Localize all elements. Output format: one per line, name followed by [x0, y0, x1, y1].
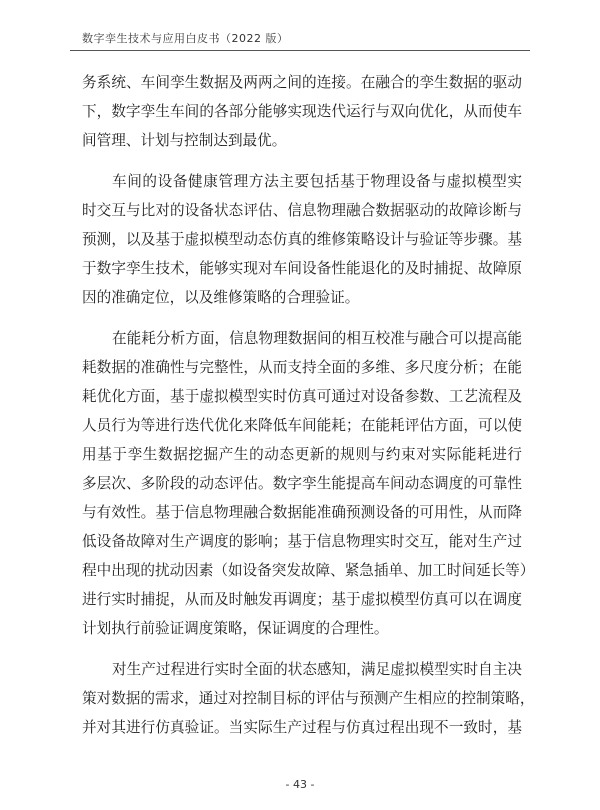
page-number: - 43 - — [285, 778, 315, 791]
text-line: 耗数据的准确性与完整性，从而支持全面的多维、多尺度分析；在能 — [82, 359, 522, 376]
text-line: 进行实时捕捉，从而及时触发再调度；基于虚拟模型仿真可以在调度 — [82, 591, 522, 608]
text-line: 与有效性。基于信息物理融合数据能准确预测设备的可用性，从而降 — [82, 504, 522, 521]
text-line: 下，数字孪生车间的各部分能够实现迭代运行与双向优化，从而使车 — [82, 103, 522, 120]
text-line: 时交互与比对的设备状态评估、信息物理融合数据驱动的故障诊断与 — [82, 202, 522, 219]
text-line: 车间的设备健康管理方法主要包括基于物理设备与虚拟模型实 — [112, 173, 522, 190]
text-line: 间管理、计划与控制达到最优。 — [82, 132, 287, 149]
text-line: 务系统、车间孪生数据及两两之间的连接。在融合的孪生数据的驱动 — [82, 74, 522, 91]
text-line: 在能耗分析方面，信息物理数据间的相互校准与融合可以提高能 — [112, 330, 522, 347]
paragraph — [82, 68, 522, 155]
paragraph — [82, 324, 535, 643]
text-line: 耗优化方面，基于虚拟模型实时仿真可通过对设备参数、工艺流程及 — [82, 388, 522, 405]
text-line: 因的准确定位，以及维修策略的合理验证。 — [82, 289, 360, 306]
text-line: 多层次、多阶段的动态评估。数字孪生能提高车间动态调度的可靠性 — [82, 475, 522, 492]
text-line: 预测，以及基于虚拟模型动态仿真的维修策略设计与验证等步骤。基 — [82, 231, 522, 248]
text-line: 程中出现的扰动因素（如设备突发故障、紧急插单、加工时间延长等） — [82, 562, 535, 579]
text-line: 低设备故障对生产调度的影响；基于信息物理实时交互，能对生产过 — [82, 533, 522, 550]
text-line: 计划执行前验证调度策略，保证调度的合理性。 — [82, 620, 389, 637]
body-text — [82, 68, 535, 742]
text-line: 于数字孪生技术，能够实现对车间设备性能退化的及时捕捉、故障原 — [82, 260, 522, 277]
paragraph — [82, 655, 535, 742]
text-line: 对生产过程进行实时全面的状态感知，满足虚拟模型实时自主决 — [112, 661, 522, 678]
header-divider — [70, 50, 530, 51]
text-line: 策对数据的需求，通过对控制目标的评估与预测产生相应的控制策略， — [82, 690, 535, 707]
text-line: 并对其进行仿真验证。当实际生产过程与仿真过程出现不一致时，基 — [82, 719, 522, 736]
text-line: 用基于孪生数据挖掘产生的动态更新的规则与约束对实际能耗进行 — [82, 446, 522, 463]
running-header: 数字孪生技术与应用白皮书（2022 版） — [82, 32, 289, 45]
paragraph — [82, 167, 522, 312]
text-line: 人员行为等进行迭代优化来降低车间能耗；在能耗评估方面，可以使 — [82, 417, 522, 434]
